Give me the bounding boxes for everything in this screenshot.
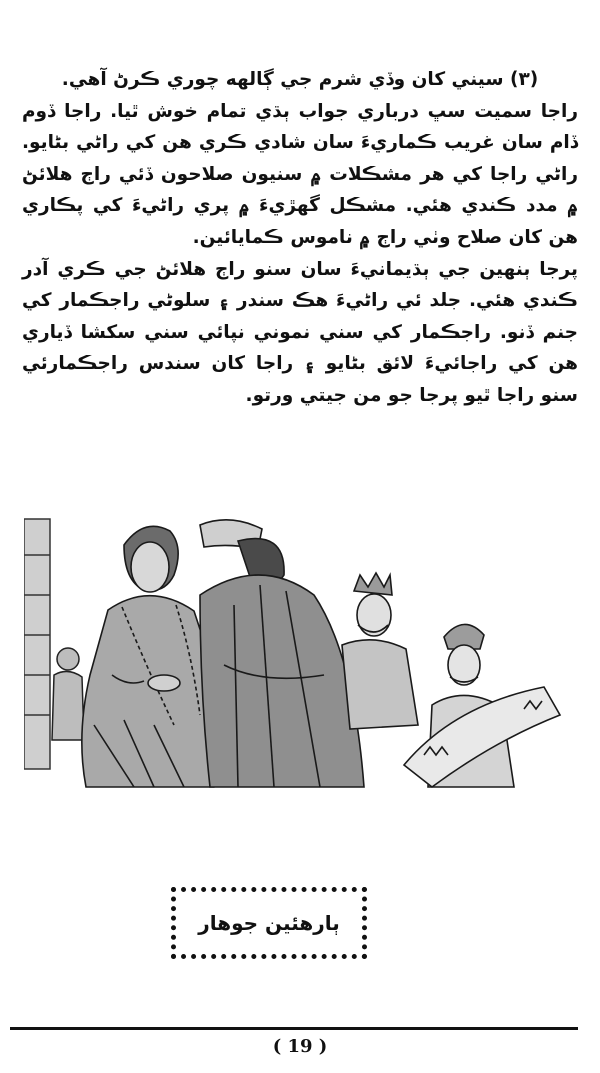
- illustration-drawing: [24, 515, 564, 790]
- paragraph-2: پرجا ٻنهين جي ٻڌيمانيءَ سان سنو راڄ هلائڻ جي ڪري آدر ڪندي هئي. جلد ئي راڻيءَ هڪ سندر ۽ سلوڻي راجڪمار کي جنم ڏنو. راجڪمار کي سني نموني نپائي سني سکشا ڏياري هن کي راجائيءَ لائق بڻايو ۽ راجا کان سندس راجڪمارئي سنو راجا ٿيو پرجا جو من جيتي ورتو.: [22, 258, 578, 406]
- pillar: [24, 519, 50, 769]
- chapter-title-box: [171, 887, 367, 959]
- footer-divider: [10, 1027, 578, 1030]
- chapter-title: ٻارهئين جوهار: [198, 911, 340, 935]
- body-text: [22, 64, 578, 412]
- attendant-left: [52, 648, 84, 740]
- moral-heading: (٣) سيني کان وڏي شرم جي ڳالهه چوري ڪرڻ آهي.: [61, 69, 539, 90]
- page-number: ( 19 ): [272, 1036, 328, 1057]
- court-illustration: [24, 515, 564, 790]
- paragraph-1: راجا سميت سڀ درباري جواب ٻڌي تمام خوش ٿيا. راجا ڏوم ڏام سان غريب ڪماريءَ سان شادي ڪري هن کي راڻي بڻايو. راڻي راجا کي هر مشڪلات ۾ سنيون صلاحون ڏئي راڄ هلائڻ ۾ مدد ڪندي هئي. مشڪل گهڙيءَ ۾ پري راڻيءَ کي پڪاري هن کان صلاح وٺي راڄ ۾ ناموس ڪمايائين.: [22, 100, 578, 248]
